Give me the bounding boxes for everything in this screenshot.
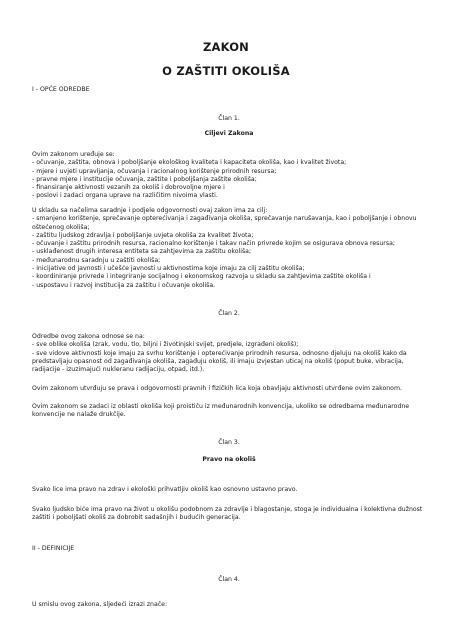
article-1-list [32, 159, 426, 200]
list-item: - međunarodnu saradnju u zaštiti okoliša; [32, 256, 161, 264]
article-2-body [32, 333, 426, 374]
list-item: - mjere i uvjeti upravljanja, očuvanja i racionalnog korištenje prirodnih resursa; [32, 167, 277, 175]
list-item: - sve oblike okoliša (zrak, vodu, tlo, biljni i životinjski svijet, predjele, izgrađeni okoliš); [32, 341, 299, 349]
article-1-caption: Ciljevi Zakona [204, 130, 254, 137]
list-item: - koordiniranje privrede i integriranje socijalnog i ekonomskog razvoja u skladu sa zahtjevima zaštite okoliša i [32, 273, 371, 281]
list-item: - smanjeno korištenje, sprečavanje opterećivanja i zagađivanja okoliša, sprečavanje narušavanja, kao i poboljšanje i obnovu oštećenog okoliša; [32, 215, 417, 231]
article-3-heading: Član 3. [218, 439, 240, 446]
section-heading-2: II - DEFINICIJE [32, 545, 75, 552]
article-2-paragraph-2: Ovim zakonom utvrđuju se prava i odgovornosti pravnih i fizičkih lica koja obavljaju aktivnosti utvrđene ovim zakonom. [32, 385, 402, 392]
list-item: - sve vidove aktivnosti koje imaju za svrhu korištenje i opterećivanje prirodnih resursa, odnosno djeluju na okoliš kako da predstavljaju opasnost od zagađivanja okoliša, zagađuju okoliš, ili imaju izvjestan uticaj na okoliš (poput buke, vibracija, radijacije - izuzimajući nukleranu radijaciju, otpad, itd.). [32, 349, 407, 374]
list-item: - pravne mjere i institucije očuvanja, zaštite i poboljšanja zaštite okoliša; [32, 175, 257, 183]
list-item: - očuvanje, zaštita, obnova i poboljšanje ekološkog kvaliteta i kapaciteta okoliša, kao i kvalitet života; [32, 159, 347, 167]
list-item: - inicijative od javnosti i učešće javnosti u aktivnostima koje imaju za cilj zaštitu okoliša; [32, 265, 305, 273]
article-2-heading: Član 2. [218, 310, 240, 317]
article-4-heading: Član 4. [218, 576, 240, 583]
list-item: - očuvanje i zaštitu prirodnih resursa, racionalno korištenje i takav način privrede kojim se osigurava obnova resursa; [32, 240, 395, 248]
article-3-caption: Pravo na okoliš [202, 456, 256, 463]
list-item: - usklađenost drugih interesa entiteta sa zahtjevima za zaštitu okoliša; [32, 248, 252, 256]
list-item: - zaštitu ljudskog zdravlja i poboljšanje uvjeta okoliša za kvalitet života; [32, 231, 254, 239]
article-2-paragraph-3: Ovim zakonom se zadaci iz oblasti okoliša koji proističu iz međunarodnih konvencija, ukoliko se odredbama međunarodne konvencije ne nalaže drukčije. [32, 403, 410, 419]
list-item: - finansiranje aktivnosti vezanih za okoliš i dobrovoljne mjere i [32, 184, 225, 192]
article-1-intro: Ovim zakonom uređuje se: [32, 151, 115, 158]
article-1-body-2 [32, 207, 426, 290]
list-item: - uspostavu i razvoj institucija za zaštitu i očuvanje okoliša. [32, 281, 216, 289]
article-4-intro: U smislu ovog zakona, sljedeći izrazi znače: [32, 601, 168, 608]
document-subtitle: O ZAŠTITI OKOLIŠA [162, 64, 290, 78]
article-3-paragraph-2: Svako ljudsko biće ima pravo na život u okolišu podobnom za zdravlje i blagostanje, stoga je individualna i kolektivna dužnost zaštiti i poboljšati okoliš za dobrobit sadašnjih i budućih generacija. [32, 506, 423, 522]
section-heading-1: I - OPĆE ODREDBE [32, 86, 90, 93]
article-1-body [32, 151, 426, 201]
list-item: - poslovi i zadaci organa uprave na različitim nivoima vlasti. [32, 192, 218, 200]
article-2-list [32, 341, 426, 374]
article-2-intro: Odredbe ovog zakona odnose se na: [32, 333, 145, 340]
article-1-heading: Član 1. [218, 115, 240, 122]
article-3-paragraph-1: Svako lice ima pravo na zdrav i ekološki prihvatljiv okoliš kao osnovno ustavno pravo. [32, 486, 298, 493]
article-1-intro-2: U skladu sa načelima saradnje i podjele odgovornosti ovaj zakon ima za cilj: [32, 207, 268, 214]
document-title: ZAKON [202, 40, 250, 54]
article-1-list-2 [32, 215, 426, 290]
